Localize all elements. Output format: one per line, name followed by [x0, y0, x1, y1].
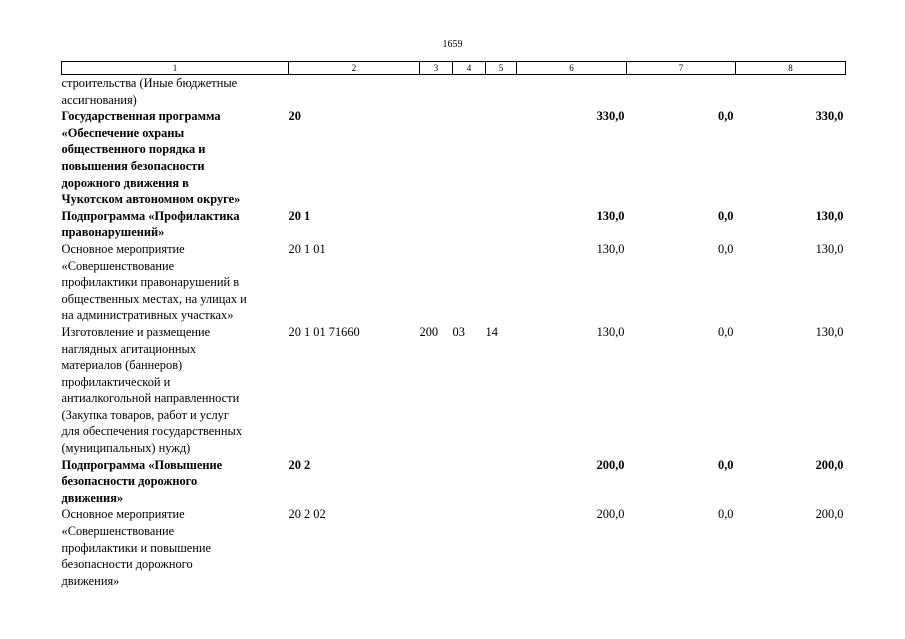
- row-name-line: антиалкогольной направленности: [61, 391, 240, 406]
- row-value-8: 330,0: [815, 109, 844, 124]
- row-name: [62, 108, 289, 208]
- row-name-line: общественного порядка и: [61, 142, 206, 157]
- row-code: 20 1: [288, 208, 311, 223]
- row-name: [62, 324, 289, 457]
- row-name-line: безопасности дорожного: [61, 557, 193, 572]
- row-name-line: правонарушений»: [61, 225, 165, 240]
- row-name: [62, 75, 289, 109]
- header-col-7: 7: [627, 62, 736, 75]
- row-col-3: [420, 506, 453, 589]
- table-body: [62, 75, 846, 590]
- row-name-line: профилактической и: [61, 374, 171, 389]
- row-code: 20: [288, 109, 301, 124]
- row-col-5: 14: [485, 324, 498, 339]
- row-name-line: ассигнования): [61, 92, 137, 107]
- row-value-6: 200,0: [596, 457, 625, 472]
- row-name-line: для обеспечения государственных: [61, 424, 243, 439]
- row-name-line: дорожного движения в: [61, 175, 189, 190]
- row-value-6: 130,0: [596, 324, 625, 339]
- row-value-6: [517, 75, 627, 109]
- row-value-8: 130,0: [815, 324, 844, 339]
- row-col-5: [486, 241, 517, 324]
- row-value-7: 0,0: [718, 241, 734, 256]
- row-name-line: повышения безопасности: [61, 158, 205, 173]
- row-value-8: 130,0: [815, 241, 844, 256]
- row-value-6: 130,0: [596, 208, 625, 223]
- row-code: 20 1 01 71660: [288, 324, 360, 339]
- page-number: 1659: [442, 39, 463, 50]
- row-value-7: 0,0: [718, 324, 734, 339]
- row-value-7: 0,0: [718, 208, 734, 223]
- row-name-line: Подпрограмма «Повышение: [61, 457, 223, 472]
- row-name: [62, 208, 289, 241]
- row-value-6: 200,0: [596, 507, 625, 522]
- row-col-3: 200: [419, 324, 439, 339]
- row-name: [62, 506, 289, 589]
- row-name-line: «Обеспечение охраны: [61, 125, 185, 140]
- row-name-line: «Совершенствование: [61, 258, 175, 273]
- row-value-8: 200,0: [815, 457, 844, 472]
- row-col-4: [453, 457, 486, 507]
- row-col-3: [420, 108, 453, 208]
- table-row: [62, 506, 846, 589]
- header-col-2: 2: [289, 62, 420, 75]
- row-name-line: «Совершенствование: [61, 524, 175, 539]
- row-value-6: 130,0: [596, 241, 625, 256]
- row-name-line: Изготовление и размещение: [61, 324, 211, 339]
- row-name-line: профилактики правонарушений в: [61, 275, 240, 290]
- table-row: [62, 208, 846, 241]
- row-name-line: (муниципальных) нужд): [61, 441, 191, 456]
- table-row: [62, 324, 846, 457]
- row-col-3: [420, 457, 453, 507]
- header-col-4: 4: [453, 62, 486, 75]
- row-value-8: 130,0: [815, 208, 844, 223]
- row-col-4: [453, 208, 486, 241]
- row-value-7: [627, 75, 736, 109]
- row-name-line: профилактики и повышение: [61, 540, 212, 555]
- row-col-4: [453, 241, 486, 324]
- row-col-5: [486, 75, 517, 109]
- header-col-5: 5: [486, 62, 517, 75]
- row-name-line: строительства (Иные бюджетные: [61, 76, 238, 90]
- table-row: [62, 75, 846, 109]
- row-name-line: Государственная программа: [61, 109, 221, 124]
- header-col-3: 3: [420, 62, 453, 75]
- row-code: 20 2 02: [288, 507, 326, 522]
- row-name-line: Чукотском автономном округе»: [61, 192, 241, 207]
- row-col-4: [453, 108, 486, 208]
- row-name-line: Основное мероприятие: [61, 507, 185, 522]
- row-col-4: [453, 506, 486, 589]
- row-name-line: общественных местах, на улицах и: [61, 291, 247, 306]
- table-row: [62, 457, 846, 507]
- row-value-8: [736, 75, 846, 109]
- row-col-5: [486, 208, 517, 241]
- row-value-7: 0,0: [718, 109, 734, 124]
- row-name-line: Основное мероприятие: [61, 241, 185, 256]
- row-col-5: [486, 108, 517, 208]
- row-code: [289, 75, 420, 109]
- row-name-line: на административных участках»: [61, 308, 234, 323]
- row-col-4: [453, 75, 486, 109]
- row-name-line: безопасности дорожного: [61, 474, 198, 489]
- budget-table: [61, 61, 846, 589]
- row-value-7: 0,0: [718, 457, 734, 472]
- row-value-8: 200,0: [815, 507, 844, 522]
- row-name: [62, 457, 289, 507]
- table-row: [62, 108, 846, 208]
- row-code: 20 2: [288, 457, 311, 472]
- row-col-3: [420, 208, 453, 241]
- row-col-4: 03: [452, 324, 465, 339]
- row-code: 20 1 01: [288, 241, 326, 256]
- row-name-line: материалов (баннеров): [61, 358, 183, 373]
- header-col-6: 6: [517, 62, 627, 75]
- row-name-line: движения»: [61, 490, 124, 505]
- table-row: [62, 241, 846, 324]
- row-name: [62, 241, 289, 324]
- row-name-line: Подпрограмма «Профилактика: [61, 208, 240, 223]
- header-row: [62, 62, 846, 75]
- row-col-3: [420, 75, 453, 109]
- row-name-line: (Закупка товаров, работ и услуг: [61, 407, 229, 422]
- row-name-line: наглядных агитационных: [61, 341, 197, 356]
- row-name-line: движения»: [61, 573, 120, 588]
- row-value-7: 0,0: [718, 507, 734, 522]
- row-col-3: [420, 241, 453, 324]
- header-col-1: 1: [62, 62, 289, 75]
- row-col-5: [486, 506, 517, 589]
- row-value-6: 330,0: [596, 109, 625, 124]
- header-col-8: 8: [736, 62, 846, 75]
- row-col-5: [486, 457, 517, 507]
